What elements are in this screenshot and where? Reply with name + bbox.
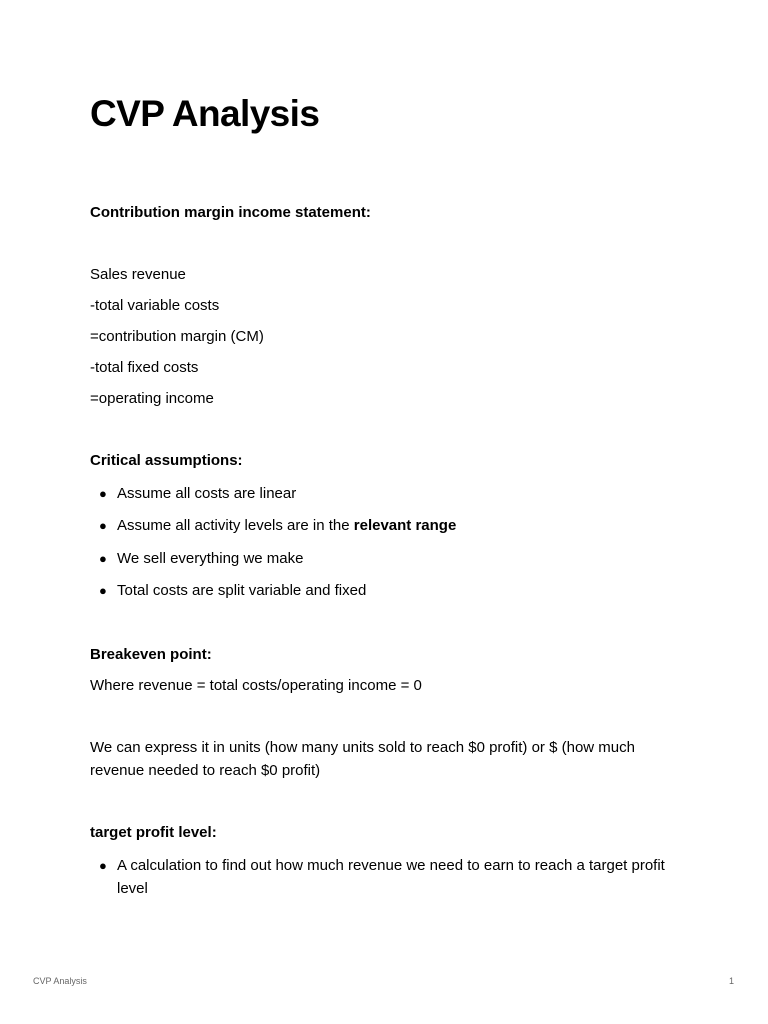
- list-item-text: [117, 514, 680, 537]
- list-item-text: Total costs are split variable and fixed: [117, 582, 367, 599]
- list-item: [90, 547, 680, 570]
- list-item: [90, 482, 680, 505]
- breakeven-expression: We can express it in units (how many units sold to reach $0 profit) or $ (how much revenue needed to reach $0 profit): [90, 739, 635, 779]
- cm-line-operating-income: =operating income: [90, 390, 214, 407]
- footer-document-name: CVP Analysis: [33, 976, 87, 986]
- cm-line-sales-revenue: Sales revenue: [90, 266, 186, 283]
- bullet-icon: ●: [99, 518, 107, 533]
- bullet-icon: ●: [99, 551, 107, 566]
- breakeven-definition: Where revenue = total costs/operating income = 0: [90, 677, 422, 694]
- list-item: [90, 854, 680, 900]
- list-item-text-plain: Assume all activity levels are in the: [117, 517, 354, 534]
- cm-line-contribution-margin: =contribution margin (CM): [90, 328, 264, 345]
- cm-line-variable-costs: -total variable costs: [90, 297, 220, 314]
- assumptions-heading: Critical assumptions:: [90, 452, 243, 469]
- list-item-text: We sell everything we make: [117, 550, 304, 567]
- relevant-range-emphasis: relevant range: [353, 517, 457, 534]
- cm-statement-heading: Contribution margin income statement:: [90, 204, 371, 221]
- target-profit-heading: target profit level:: [90, 824, 217, 841]
- list-item-text: A calculation to find out how much revenue we need to earn to reach a target profit level: [117, 857, 665, 897]
- list-item: [90, 514, 680, 537]
- footer-page-number: 1: [728, 976, 734, 986]
- bullet-icon: ●: [99, 583, 107, 598]
- cm-line-fixed-costs: -total fixed costs: [90, 359, 199, 376]
- list-item: [90, 579, 680, 602]
- breakeven-heading: Breakeven point:: [90, 646, 212, 663]
- page-title: CVP Analysis: [90, 93, 320, 134]
- bullet-icon: ●: [99, 486, 107, 501]
- bullet-icon: ●: [99, 858, 107, 873]
- list-item-text: Assume all costs are linear: [117, 485, 297, 502]
